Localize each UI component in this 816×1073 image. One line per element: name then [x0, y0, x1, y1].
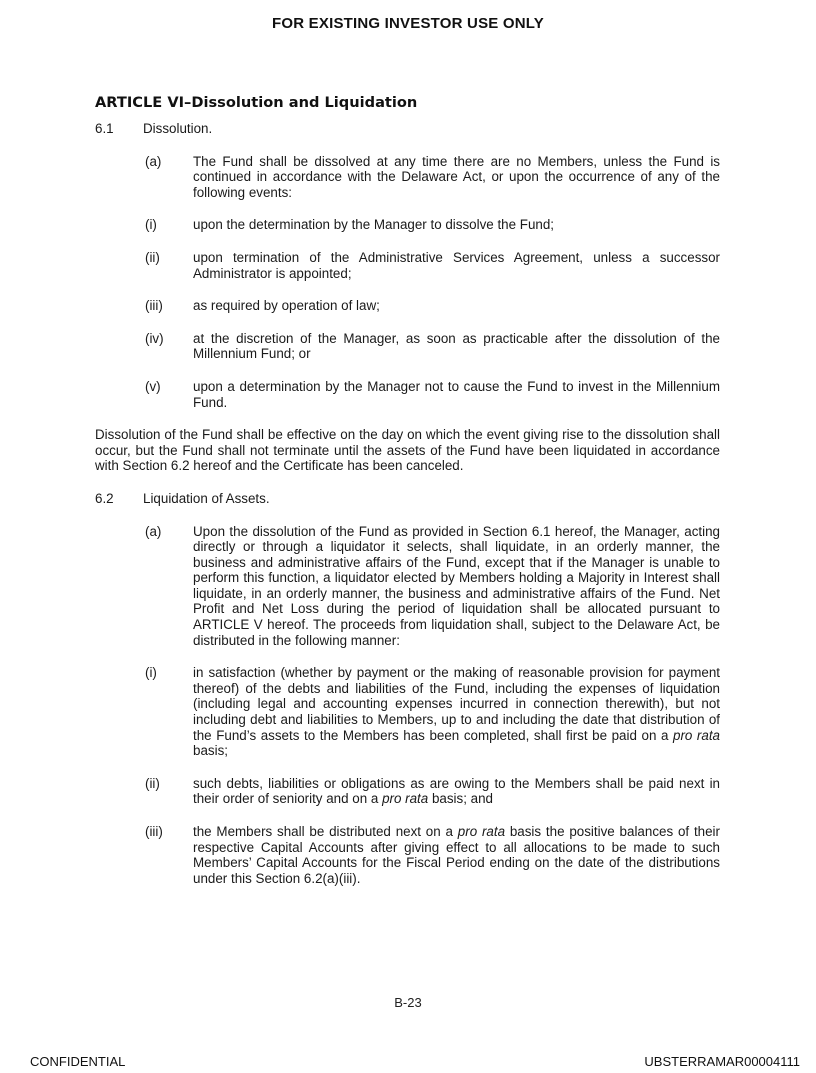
clause-text: upon the determination by the Manager to dissolve the Fund;	[193, 217, 555, 233]
confidentiality-banner: FOR EXISTING INVESTOR USE ONLY	[272, 15, 544, 32]
article-heading: ARTICLE VI–Dissolution and Liquidation	[95, 94, 418, 111]
clause-marker: (iv)	[145, 330, 164, 346]
clause-6-1-a	[145, 154, 720, 201]
clause-6-2-a-iii	[145, 824, 720, 886]
dissolution-closing-paragraph: Dissolution of the Fund shall be effective on the day on which the event giving rise to the dissolution shall occur, but the Fund shall not terminate until the assets of the Fund have been liquidated in accordance with Section 6.2 hereof and the Certificate has been canceled.	[95, 427, 720, 474]
bates-number: UBSTERRAMAR00004111	[644, 1054, 800, 1069]
italic-term: pro rata	[673, 727, 721, 743]
section-title: Dissolution.	[143, 121, 213, 136]
section-number: 6.1	[95, 121, 114, 136]
clause-text	[193, 824, 720, 886]
list-item	[145, 379, 720, 410]
clause-6-2-a-ii	[145, 776, 720, 807]
text-segment: the Members shall be distributed next on a	[193, 824, 458, 839]
clause-text	[193, 776, 720, 807]
text-segment: basis the positive balances of their respective Capital Accounts after giving effect to all allocations to be made to such Members’ Capital Accounts for the Fiscal Period ending on the date of the distributions under this Section 6.2(a)(iii).	[193, 824, 720, 886]
clause-marker: (ii)	[145, 775, 160, 791]
confidential-label: CONFIDENTIAL	[30, 1054, 126, 1069]
document-body	[95, 93, 720, 903]
list-item	[145, 250, 720, 281]
text-segment: basis;	[193, 743, 228, 759]
clause-6-2-a	[145, 524, 720, 649]
clause-text	[193, 665, 720, 759]
clause-text: upon termination of the Administrative Services Agreement, unless a successor Administrator is appointed;	[193, 249, 720, 281]
italic-term: pro rata	[457, 824, 506, 839]
clause-marker: (a)	[145, 153, 162, 169]
italic-term: pro rata	[382, 791, 429, 807]
clause-marker: (ii)	[145, 249, 160, 265]
text-segment: such debts, liabilities or obligations as are owing to the Members shall be paid next in their order of seniority and on a	[193, 775, 720, 807]
clause-6-2-a-i	[145, 665, 720, 759]
clause-text: Upon the dissolution of the Fund as provided in Section 6.1 hereof, the Manager, acting directly or through a liquidator it selects, shall liquidate, in an orderly manner, the business and administrative affairs of the Fund, except that if the Manager is unable to perform this function, a liquidator elected by Members holding a Majority in Interest shall liquidate, in an orderly manner, the business and administrative affairs of the Fund. Net Profit and Net Loss during the period of liquidation shall be allocated pursuant to ARTICLE V hereof. The proceeds from liquidation shall, subject to the Delaware Act, be distributed in the following manner:	[193, 523, 720, 648]
clause-marker: (iii)	[145, 824, 163, 839]
page-number: B-23	[394, 995, 422, 1010]
list-item	[145, 298, 720, 314]
clause-marker: (i)	[145, 217, 157, 233]
section-title: Liquidation of Assets.	[143, 490, 270, 506]
list-item	[145, 331, 720, 362]
section-number: 6.2	[95, 490, 114, 506]
clause-marker: (a)	[145, 523, 162, 539]
clause-text: as required by operation of law;	[193, 298, 380, 314]
text-segment: in satisfaction (whether by payment or the making of reasonable provision for payment thereof) of the debts and liabilities of the Fund, including the expenses of liquidation (including legal and accounting expenses incurred in connection therewith), but not including debt and liabilities to Members, up to and including the date that distribution of the Fund’s assets to the Members has been completed, shall first be paid on a	[193, 665, 720, 743]
clause-text: upon a determination by the Manager not to cause the Fund to invest in the Millennium Fund.	[193, 378, 720, 410]
section-6-2-heading	[95, 491, 720, 507]
text-segment: basis; and	[428, 791, 493, 807]
list-item	[145, 217, 720, 233]
clause-marker: (i)	[145, 665, 157, 681]
section-6-1-heading	[95, 121, 720, 137]
clause-text: The Fund shall be dissolved at any time there are no Members, unless the Fund is continued in accordance with the Delaware Act, or upon the occurrence of any of the following events:	[193, 153, 720, 200]
clause-text: at the discretion of the Manager, as soon as practicable after the dissolution of the Millennium Fund; or	[193, 330, 720, 362]
clause-marker: (v)	[145, 378, 161, 394]
clause-marker: (iii)	[145, 298, 163, 314]
